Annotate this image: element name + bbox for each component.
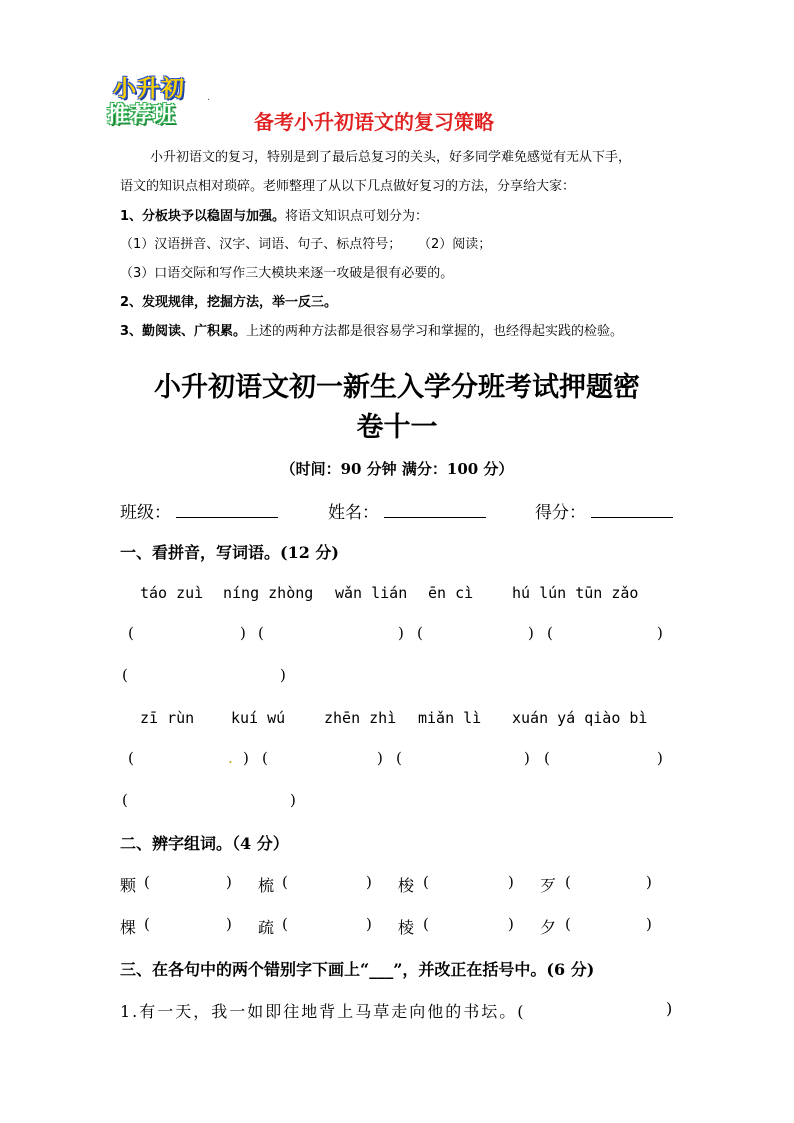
char-1-2-close: ) [366,873,372,891]
intro-s1-c: （3）口语交际和写作三大模块来逐一攻破是很有必要的。 [120,266,454,281]
class-label: 班级： [120,503,171,523]
intro-s1: 1、分板块予以稳固与加强。将语文知识点可划分为： [120,209,429,224]
char-2-1: 棵 [120,918,137,937]
intro-s1-b: （2）阅读； [418,237,492,252]
section3-heading: 三、在各句中的两个错别字下画上“___”，并改正在括号中。(6 分) [120,960,595,979]
char-2-3-open[interactable]: ( [423,915,429,933]
answer-1-5-open[interactable]: ( [122,666,128,684]
exam-title-line1: 小升初语文初一新生入学分班考试押题密 [154,372,640,403]
intro-s3: 3、勤阅读、广积累。上述的两种方法都是很容易学习和掌握的，也经得起实践的检验。 [120,324,624,339]
char-2-4: 夕 [540,918,557,937]
pinyin-2-2: kuí wú [231,709,286,727]
pinyin-2-4: miǎn lì [418,709,482,727]
char-2-2-close: ) [366,915,372,933]
section3-q1: 1.有一天，我一如即往地背上马草走向他的书坛。( [120,1002,526,1021]
char-2-4-close: ) [646,915,652,933]
char-1-4-open[interactable]: ( [565,873,571,891]
char-1-3: 梭 [398,876,415,895]
answer-2-1-close: ) [243,749,249,767]
char-1-2-open[interactable]: ( [282,873,288,891]
answer-1-2-close: ) [398,624,404,642]
exam-title-line2: 卷十一 [356,412,438,443]
char-2-1-close: ) [226,915,232,933]
intro-p2: 语文的知识点相对琐碎。老师整理了从以下几点做好复习的方法，分享给大家： [120,179,576,194]
stray-mark: . [228,749,233,767]
class-field[interactable] [176,517,278,518]
intro-p1: 小升初语文的复习，特别是到了最后总复习的关头，好多同学难免感觉有无从下手， [150,150,632,165]
answer-2-5-close: ) [290,791,296,809]
section2-heading: 二、辨字组词。（4 分） [120,834,289,853]
pinyin-1-5: hú lún tūn zǎo [512,584,639,602]
answer-1-4-open[interactable]: ( [547,624,553,642]
char-1-1-open[interactable]: ( [144,873,150,891]
answer-2-3-open[interactable]: ( [396,749,402,767]
name-field[interactable] [384,517,486,518]
score-field[interactable] [591,517,673,518]
answer-2-4-open[interactable]: ( [544,749,550,767]
section1-heading: 一、看拼音，写词语。(12 分) [120,543,339,562]
char-1-4-close: ) [646,873,652,891]
char-1-1-close: ) [226,873,232,891]
name-label: 姓名： [328,503,379,523]
char-2-2-open[interactable]: ( [282,915,288,933]
answer-1-3-close: ) [528,624,534,642]
answer-1-1-close: ) [240,624,246,642]
char-1-3-close: ) [508,873,514,891]
answer-2-3-close: ) [524,749,530,767]
exam-subtitle: （时间：90 分钟 满分：100 分） [280,460,514,478]
answer-1-4-close: ) [657,624,663,642]
char-1-3-open[interactable]: ( [423,873,429,891]
logo-dot: . [207,92,211,103]
char-2-3-close: ) [508,915,514,933]
section3-q1-close: ) [666,999,673,1018]
char-2-2: 疏 [258,918,275,937]
char-2-4-open[interactable]: ( [565,915,571,933]
answer-2-2-close: ) [377,749,383,767]
answer-2-1-open[interactable]: ( [128,749,134,767]
pinyin-1-2: níng zhòng [223,584,314,602]
char-1-1: 颗 [120,876,137,895]
intro-title: 备考小升初语文的复习策略 [254,110,494,134]
logo-line2: 推荐班 [107,103,177,128]
answer-2-4-close: ) [657,749,663,767]
char-2-3: 棱 [398,918,415,937]
answer-1-2-open[interactable]: ( [258,624,264,642]
intro-s1-a: （1）汉语拼音、汉字、词语、句子、标点符号； [120,237,402,252]
intro-s2: 2、发现规律，挖掘方法，举一反三。 [120,295,338,310]
answer-1-3-open[interactable]: ( [417,624,423,642]
score-label: 得分： [535,503,586,523]
answer-1-5-close: ) [280,666,286,684]
char-2-1-open[interactable]: ( [144,915,150,933]
answer-2-5-open[interactable]: ( [122,791,128,809]
char-1-2: 梳 [258,876,275,895]
char-1-4: 歹 [540,876,557,895]
pinyin-1-1: táo zuì [140,584,204,602]
answer-1-1-open[interactable]: ( [128,624,134,642]
answer-2-2-open[interactable]: ( [262,749,268,767]
logo-line1: 小升初 [113,76,185,102]
pinyin-2-5: xuán yá qiào bì [512,709,648,727]
pinyin-1-4: ēn cì [428,584,474,602]
pinyin-2-1: zī rùn [140,709,195,727]
pinyin-1-3: wǎn lián [335,584,408,602]
pinyin-2-3: zhēn zhì [324,709,397,727]
